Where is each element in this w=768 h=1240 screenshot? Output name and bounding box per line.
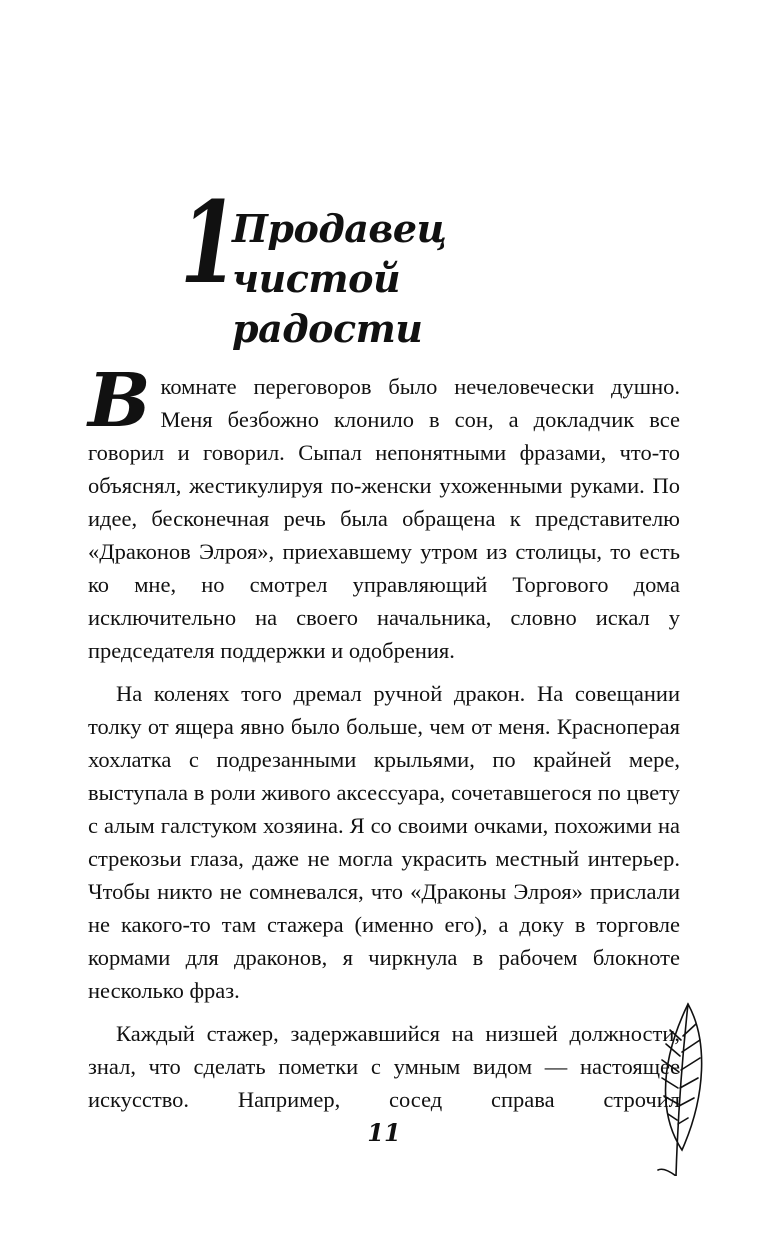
- paragraph-2: На коленях того дремал ручной дракон. На совещании толку от ящера явно было больше, чем от меня. Красноперая хохлатка с подрезанными крыльями, по крайней мере, выступала в роли живого аксессуара, сочетавшегося по цвету с алым галстуком хозяина. Я со своими очками, похожими на стрекозьи глаза, даже не могла украсить местный интерьер. Чтобы никто не сомневался, что «Драконы Элроя» прислали не какого-то там стажера (именно его), а доку в торговле кормами для драконов, я чиркнула в рабочем блокноте несколько фраз.: [88, 681, 680, 1003]
- chapter-heading: [180, 178, 600, 351]
- chapter-title-line-1: Продавец: [232, 206, 447, 251]
- chapter-number: 1: [180, 178, 239, 309]
- page-number: 11: [367, 1118, 401, 1147]
- paragraph-1: [88, 358, 680, 667]
- body-text: [88, 358, 680, 1116]
- chapter-title: [232, 204, 592, 354]
- paragraph-1-text: комнате переговоров было нечеловечески душно. Меня безбожно клонило в сон, а докладчик все говорил и говорил. Сыпал непонятными фразами, что-то объяснял, жестикулируя по-женски ухоженными руками. По идее, бесконечная речь была обращена к представителю «Драконов Элроя», приехавшему утром из столицы, то есть ко мне, но смотрел управляющий Торгового дома исключительно на своего начальника, словно искал у председателя поддержки и одобрения.: [88, 374, 680, 663]
- chapter-title-line-2: чистой радости: [232, 256, 423, 351]
- drop-cap: В: [88, 358, 151, 444]
- paragraph-3: Каждый стажер, задержавшийся на низшей должности, знал, что сделать пометки с умным видом — настоящее искусство. Например, сосед справа строчил: [88, 1021, 680, 1112]
- feather-icon: [648, 1000, 708, 1176]
